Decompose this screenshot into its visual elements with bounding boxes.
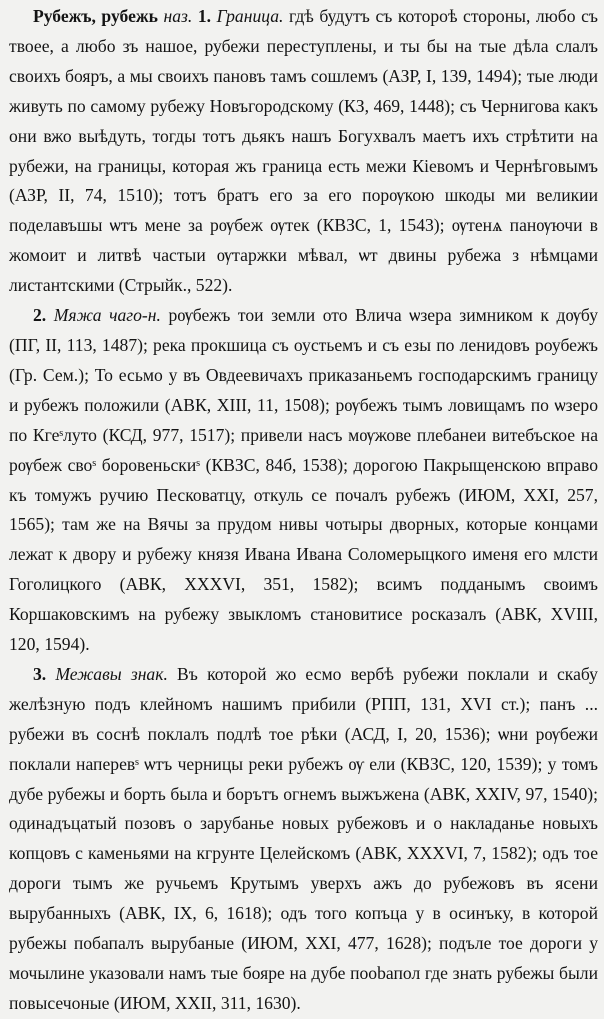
sense-number: 3. xyxy=(33,663,47,684)
sense-gloss: Граница. xyxy=(216,6,284,26)
sense-number: 1. xyxy=(197,6,212,26)
sense-text: гдѣ будутъ съ котороѣ стороны, любо съ твоее, а любо зъ нашое, рубежи переступлены, и ты бы на тые дѣла слалъ своихъ бояръ, а мы своихъ пановъ тамъ сошлемъ (АЗР, I, 139, 1494); тые люди живуть по самому рубежу Новъгородскому (КЗ, 469, 1448); съ Чернигова какъ они вжо выѣдуть, тогды тотъ дьякъ нашъ Богухвалъ маетъ ихъ стрѣтити на рубежи, на границы, которая жъ граница есть межи Кіевомъ и Чернѣговымъ (АЗР, II, 74, 1510); тотъ братъ его за его порѹкою шкоды ми великии поделавъшы ѡтъ мене за рѹбеж ѹтек (КВЗС, 1, 1543); ѹтенѧ панѹючи в жомоит и литвѣ частыи ѹтаржки мѣвал, ѡт двины рубежа з нѣмцами листантскими (Стрыйк., 522). xyxy=(9,6,598,296)
headword: Рубежъ, рубежь xyxy=(33,6,158,26)
sense-number: 2. xyxy=(33,305,47,326)
sense-2 xyxy=(9,301,598,660)
sense-text: рѹбежъ тои земли ото Влича ѡзера зимником к дѹбу (ПГ, II, 113, 1487); река прокшица съ оустьемъ и съ езы по ленидовъ роубежъ (Гр. Сем.); То есьмо у въ Овдеевичахъ приказаньемъ господарскимъ границу и рубежъ положили (АВК, XIII, 11, 1508); рѹбежъ тымъ ловищамъ по ѡзеро по Кгеˢлуто (КСД, 977, 1517); привели насъ мѹжове плебанеи витебъское на рѹбеж своˢ боровеньскиˢ (КВЗС, 84б, 1538); дорогою Пакрыщенскою вправо къ томужъ ручию Песковатцу, откуль се почалъ рубежъ (ИЮМ, XXI, 257, 1565); там же на Вячы за прудом нивы чотыры дворных, которые концами лежат к двору и рубежу князя Ивана Ивана Соломерыцкого именя его млсти Гоголицкого (АВК, XXXVI, 351, 1582); всимъ подданымъ своимъ Коршаковскимъ на рубежу звыкломъ становитисе росказалъ (АВК, XVIII, 120, 1594). xyxy=(9,305,599,655)
dictionary-entry xyxy=(9,2,598,1019)
sense-1 xyxy=(9,2,598,301)
part-of-speech: наз. xyxy=(163,6,193,26)
sense-3 xyxy=(9,660,598,1019)
sense-gloss: Межавы знак. xyxy=(55,663,168,684)
sense-text: Въ которой жо есмо вербѣ рубежи поклали и скабу желѣзную подъ клейномъ нашимъ прибили (РПП, 131, XVI ст.); панъ ... рубежи въ соснѣ поклалъ подлѣ тое рѣки (АСД, I, 20, 1536); ѡни рѹбежи поклали наперевˢ ѡтъ черницы реки рубежъ ѹ ели (КВЗС, 120, 1539); у томъ дубе рубежы и борть была и борътъ огнемъ выжъжена (АВК, XXIV, 97, 1540); одинадъцатый позовъ о зарубанье новых рубежовъ и о накладанье новыхъ копцовъ с каменьями на кгрунте Целейскомъ (АВК, XXXVI, 7, 1582); одъ тое дороги тымъ же ручьемъ Крутымъ уверхъ ажъ до рубежовъ въ ясени вырубанныхъ (АВК, IX, 6, 1618); одъ того копъца у в осинъку, в которой рубежы побапалъ вырубаные (ИЮМ, XXI, 477, 1628); подъле тое дороги у мочылине указовали намъ тые бояре на дубе поobапол где знать рубежы были повысечоные (ИЮМ, XXII, 311, 1630). xyxy=(9,663,598,1013)
sense-gloss: Мяжа чаго-н. xyxy=(53,305,161,326)
